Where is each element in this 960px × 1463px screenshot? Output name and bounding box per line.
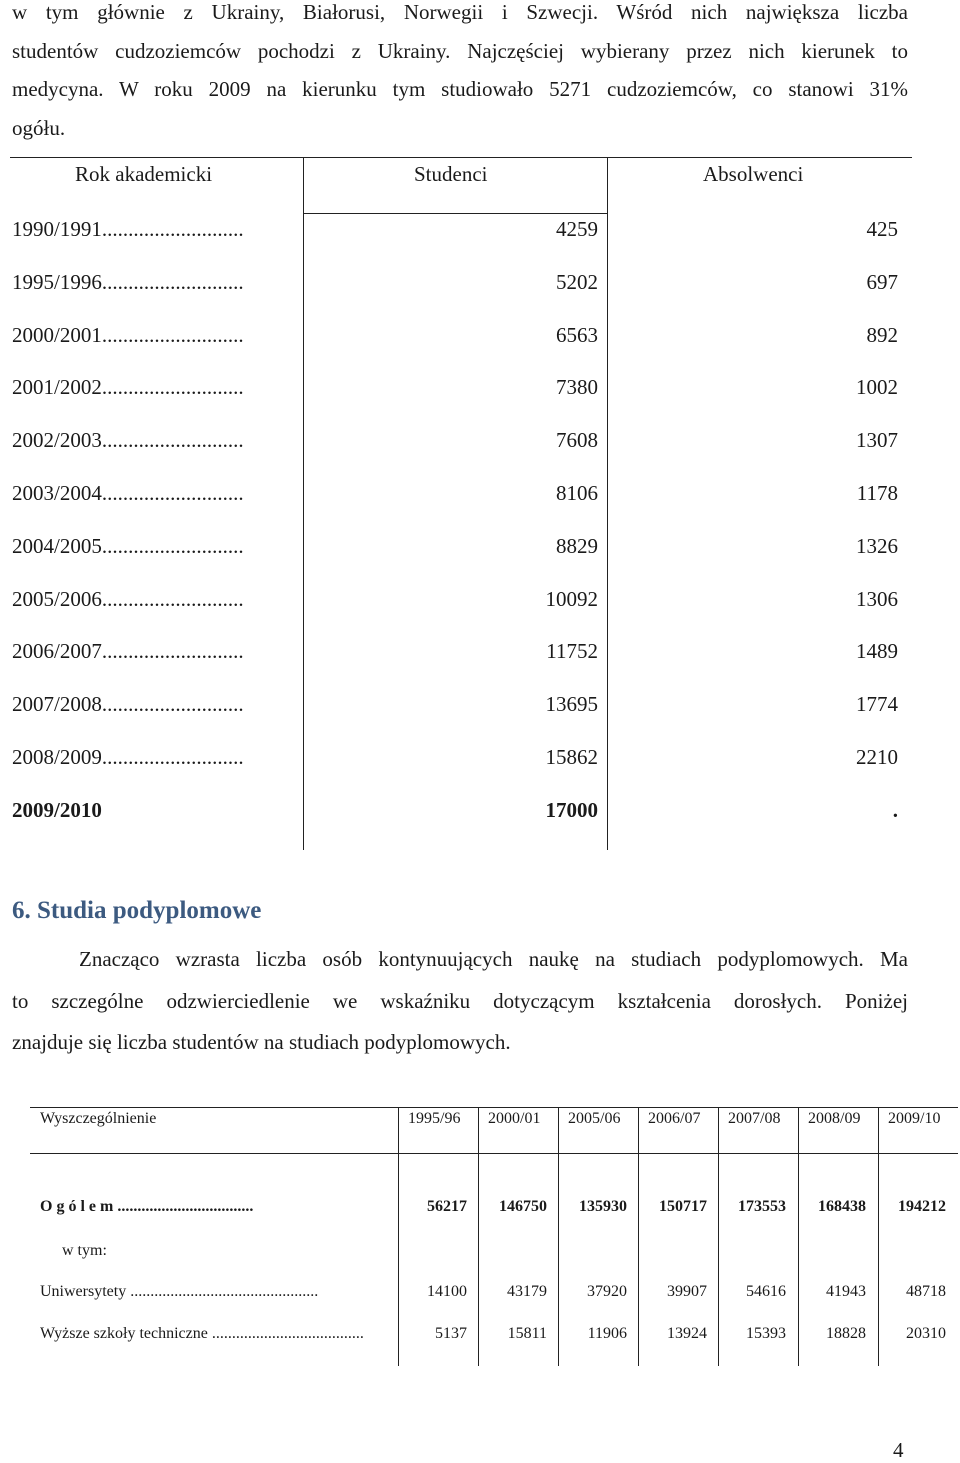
year-cell: 2004/2005........................... bbox=[12, 534, 244, 558]
column-header-year: 2005/06 bbox=[568, 1110, 621, 1127]
header-divider bbox=[398, 1108, 399, 1153]
section-line: to szczególne odzwierciedlenie we wskaźniku dotyczącym kształcenia dorosłych. Poniżej bbox=[12, 988, 908, 1013]
header-divider bbox=[607, 158, 608, 214]
header-divider bbox=[718, 1108, 719, 1153]
intro-line: w tym głównie z Ukrainy, Białorusi, Norwegii i Szwecji. Wśród nich największa liczba bbox=[12, 0, 908, 24]
column-header-year: 2008/09 bbox=[808, 1110, 861, 1127]
graduates-cell: 892 bbox=[866, 323, 898, 347]
value-cell: 14100 bbox=[427, 1283, 467, 1300]
graduates-cell: 1489 bbox=[856, 639, 898, 663]
intro-line: studentów cudzoziemców pochodzi z Ukrainy. Najczęściej wybierany przez nich kierunek to bbox=[12, 38, 908, 63]
column-header-item: Wyszczególnienie bbox=[40, 1110, 157, 1127]
value-cell: 13924 bbox=[667, 1325, 707, 1342]
section-line: Znacząco wzrasta liczba osób kontynuujących naukę na studiach podyplomowych. Ma bbox=[79, 947, 908, 971]
students-cell: 10092 bbox=[545, 587, 598, 611]
column-header-graduates: Absolwenci bbox=[703, 162, 804, 186]
value-cell: 150717 bbox=[659, 1198, 707, 1215]
row-label: Uniwersytety ............................................... bbox=[40, 1283, 319, 1300]
year-cell: 2006/2007........................... bbox=[12, 639, 244, 663]
header-divider bbox=[798, 1108, 799, 1153]
column-header-year: 1995/96 bbox=[408, 1110, 461, 1127]
section-line: znajduje się liczba studentów na studiach podyplomowych. bbox=[12, 1030, 511, 1054]
value-cell: 173553 bbox=[738, 1198, 786, 1215]
year-cell: 2009/2010 bbox=[12, 798, 102, 822]
row-label: Wyższe szkoły techniczne ...................................... bbox=[40, 1325, 364, 1342]
students-cell: 4259 bbox=[556, 217, 598, 241]
value-cell: 135930 bbox=[579, 1198, 627, 1215]
header-divider bbox=[558, 1108, 559, 1153]
students-cell: 6563 bbox=[556, 323, 598, 347]
graduates-cell: 1307 bbox=[856, 428, 898, 452]
header-divider bbox=[878, 1108, 879, 1153]
value-cell: 37920 bbox=[587, 1283, 627, 1300]
header-divider bbox=[478, 1108, 479, 1153]
students-cell: 8106 bbox=[556, 481, 598, 505]
column-header-year: 2009/10 bbox=[888, 1110, 941, 1127]
column-header-year: 2007/08 bbox=[728, 1110, 781, 1127]
graduates-cell: 1002 bbox=[856, 375, 898, 399]
intro-line: medycyna. W roku 2009 na kierunku tym studiowało 5271 cudzoziemców, co stanowi 31% bbox=[12, 77, 908, 101]
page-number: 4 bbox=[893, 1438, 904, 1462]
students-cell: 17000 bbox=[545, 798, 598, 822]
graduates-cell: 1326 bbox=[856, 534, 898, 558]
value-cell: 11906 bbox=[587, 1325, 627, 1342]
table-top-rule bbox=[10, 157, 912, 158]
value-cell: 41943 bbox=[826, 1283, 866, 1300]
value-cell: 15393 bbox=[746, 1325, 786, 1342]
students-cell: 8829 bbox=[556, 534, 598, 558]
header-bottom-rule bbox=[303, 213, 607, 214]
section-paragraph bbox=[12, 939, 908, 1064]
graduates-cell: 2210 bbox=[856, 745, 898, 769]
graduates-cell: 425 bbox=[866, 217, 898, 241]
year-cell: 2003/2004........................... bbox=[12, 481, 244, 505]
row-label: O g ó l e m .................................. bbox=[40, 1198, 254, 1215]
column-divider bbox=[303, 214, 304, 850]
graduates-cell: 1306 bbox=[856, 587, 898, 611]
value-cell: 54616 bbox=[746, 1283, 786, 1300]
value-cell: 56217 bbox=[427, 1198, 467, 1215]
students-cell: 13695 bbox=[545, 692, 598, 716]
year-cell: 1990/1991........................... bbox=[12, 217, 244, 241]
header-divider bbox=[303, 158, 304, 214]
value-cell: 168438 bbox=[818, 1198, 866, 1215]
students-cell: 7608 bbox=[556, 428, 598, 452]
year-cell: 2005/2006........................... bbox=[12, 587, 244, 611]
graduates-cell: 1178 bbox=[856, 481, 898, 505]
year-cell: 2002/2003........................... bbox=[12, 428, 244, 452]
column-header-year: 2006/07 bbox=[648, 1110, 701, 1127]
value-cell: 43179 bbox=[507, 1283, 547, 1300]
year-cell: 2008/2009........................... bbox=[12, 745, 244, 769]
row-label: w tym: bbox=[62, 1242, 107, 1259]
value-cell: 5137 bbox=[435, 1325, 467, 1342]
header-bottom-rule bbox=[30, 1153, 958, 1154]
value-cell: 48718 bbox=[906, 1283, 946, 1300]
column-header-students: Studenci bbox=[414, 162, 488, 186]
value-cell: 15811 bbox=[507, 1325, 547, 1342]
table-top-rule bbox=[30, 1107, 958, 1108]
intro-line: ogółu. bbox=[12, 115, 66, 140]
value-cell: 39907 bbox=[667, 1283, 707, 1300]
value-cell: 18828 bbox=[826, 1325, 866, 1342]
graduates-cell: 697 bbox=[866, 270, 898, 294]
value-cell: 20310 bbox=[906, 1325, 946, 1342]
year-cell: 2000/2001........................... bbox=[12, 323, 244, 347]
value-cell: 146750 bbox=[499, 1198, 547, 1215]
students-cell: 5202 bbox=[556, 270, 598, 294]
column-header-year: 2000/01 bbox=[488, 1110, 541, 1127]
year-cell: 1995/1996........................... bbox=[12, 270, 244, 294]
students-cell: 7380 bbox=[556, 375, 598, 399]
students-cell: 11752 bbox=[546, 639, 598, 663]
header-divider bbox=[638, 1108, 639, 1153]
section-heading: 6. Studia podyplomowe bbox=[12, 897, 262, 924]
column-divider bbox=[607, 214, 608, 850]
intro-paragraph bbox=[12, 0, 908, 147]
graduates-cell: . bbox=[892, 798, 898, 822]
column-header-year: Rok akademicki bbox=[75, 162, 213, 186]
students-cell: 15862 bbox=[545, 745, 598, 769]
graduates-cell: 1774 bbox=[856, 692, 898, 716]
year-cell: 2007/2008........................... bbox=[12, 692, 244, 716]
year-cell: 2001/2002........................... bbox=[12, 375, 244, 399]
value-cell: 194212 bbox=[898, 1198, 946, 1215]
